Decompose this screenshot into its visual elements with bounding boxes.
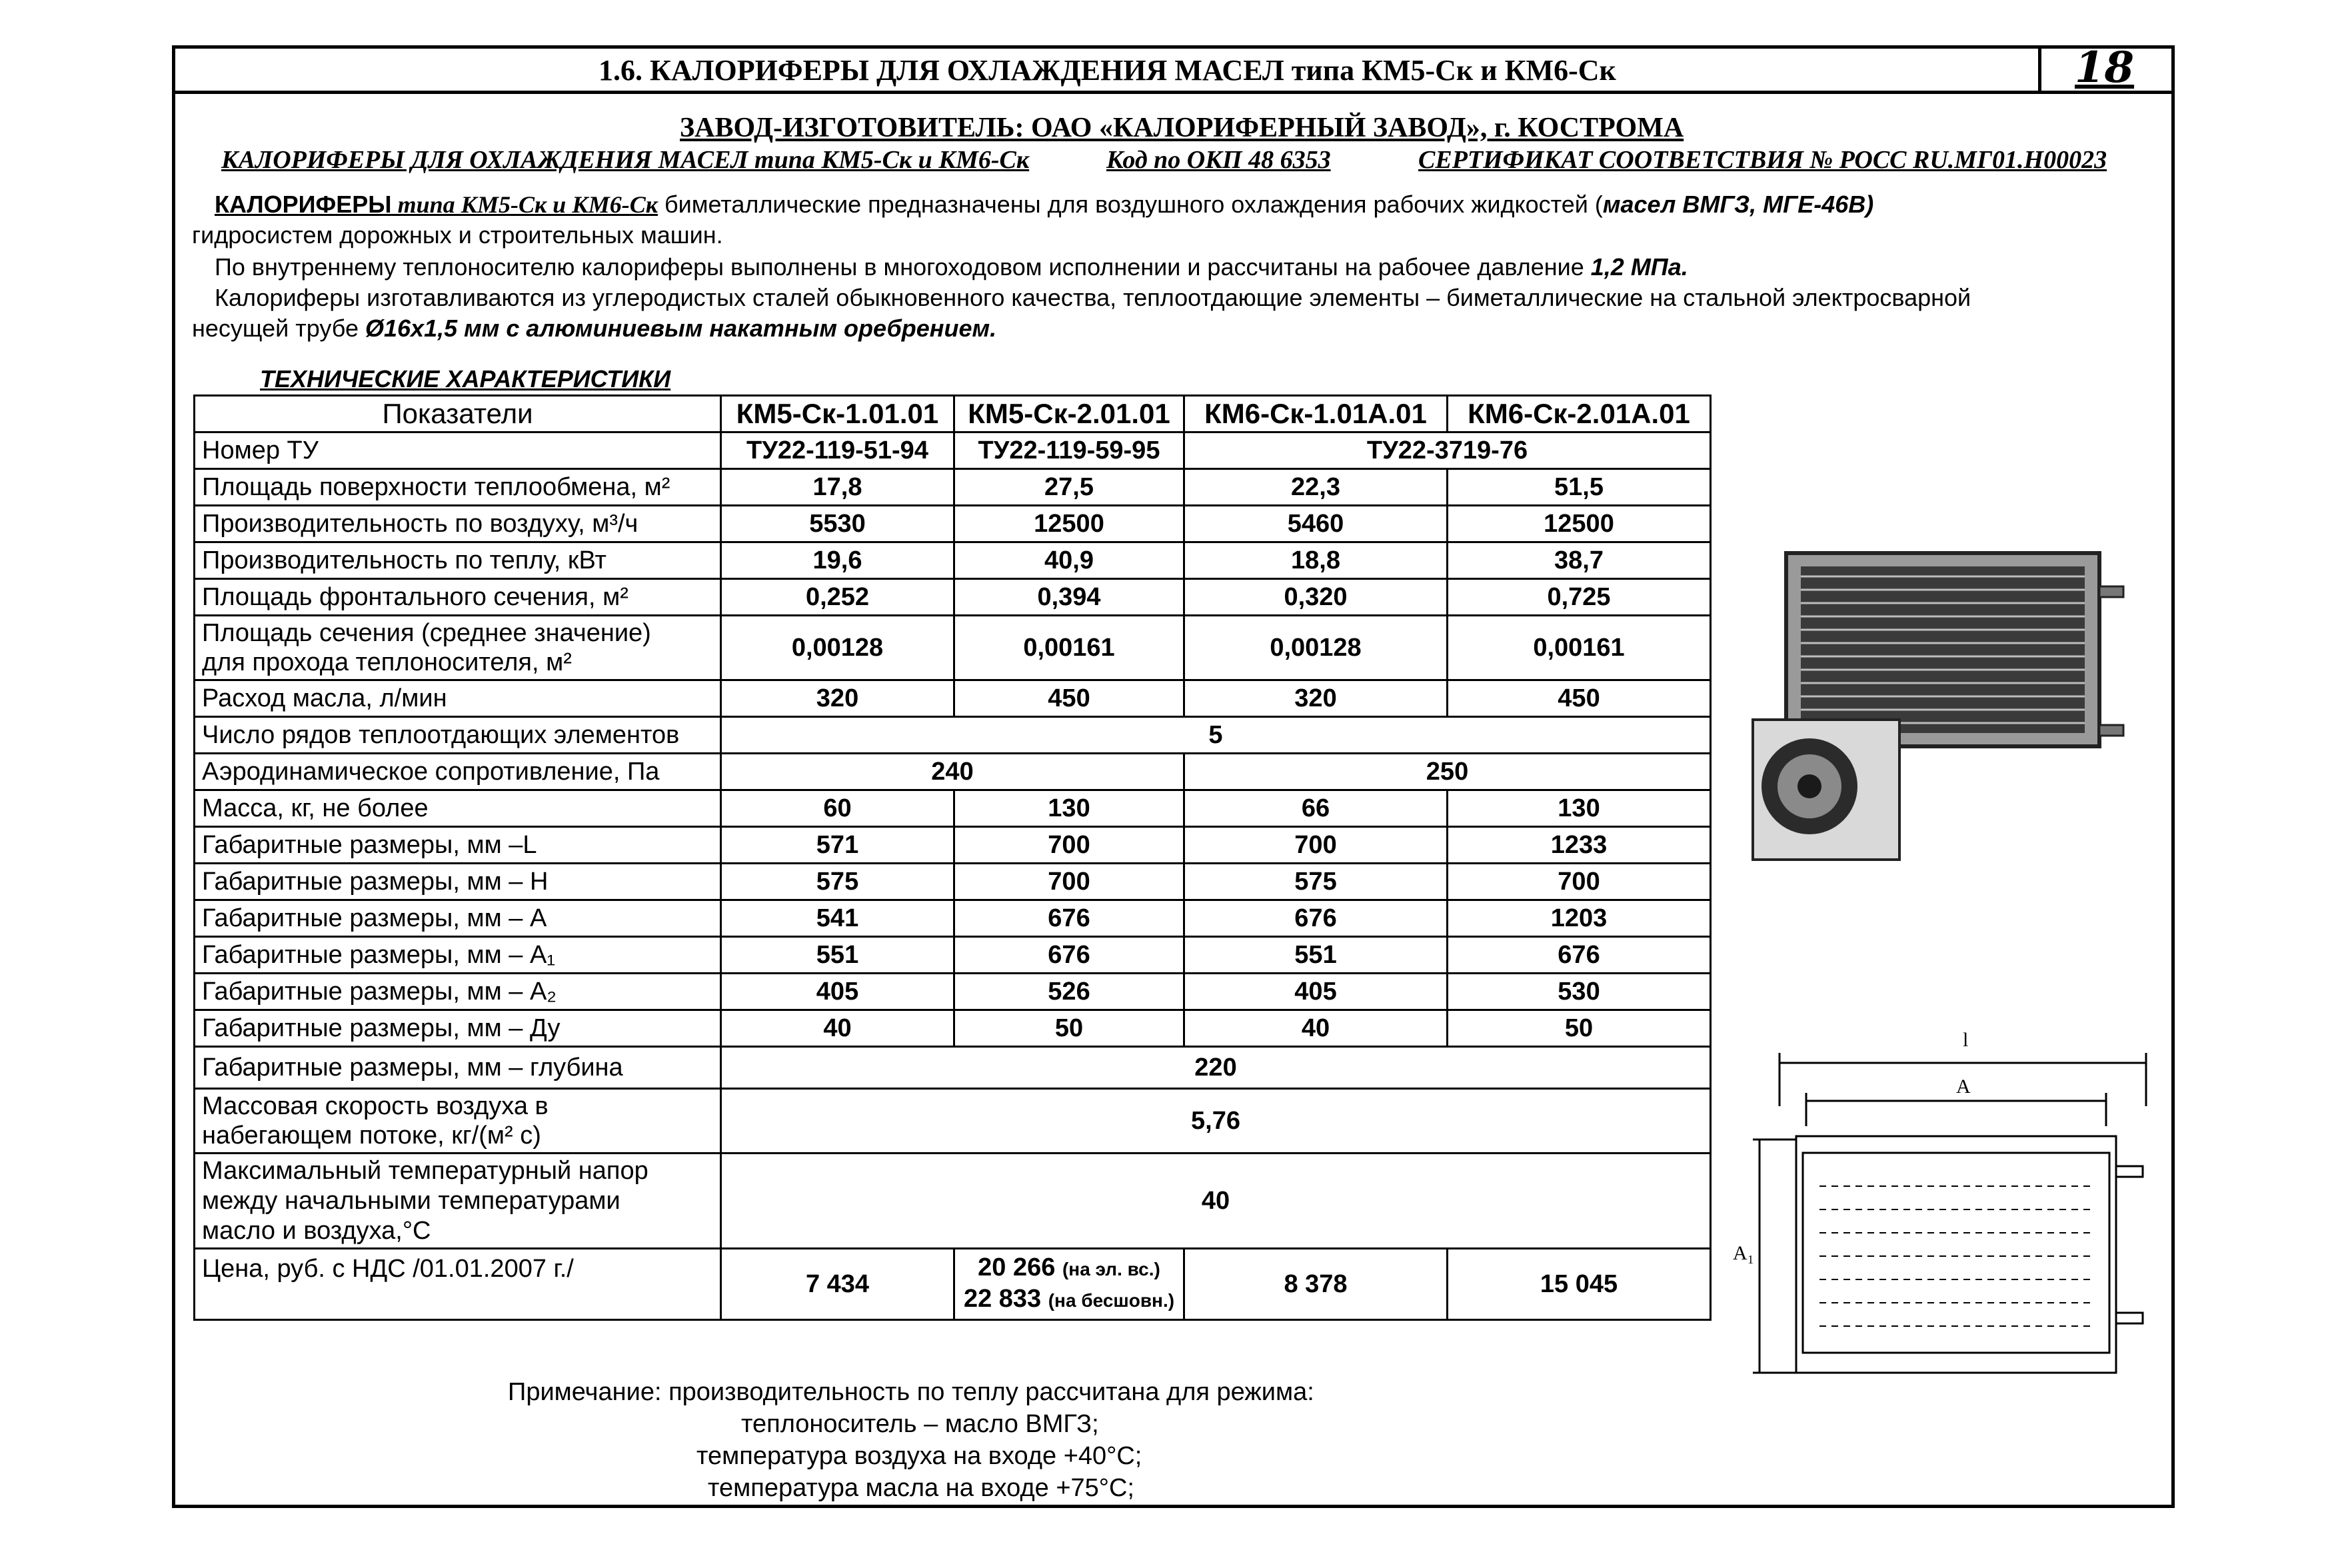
table-row (195, 974, 1711, 1010)
cell-value: 676 (954, 900, 1184, 937)
cell-value: 5,76 (721, 1089, 1711, 1154)
cell-value: 541 (721, 900, 954, 937)
spec-table (193, 394, 1712, 1321)
row-label-line: Площадь сечения (среднее значение) (202, 619, 651, 647)
row-label: Габаритные размеры, мм –L (195, 827, 721, 864)
cell-value: 551 (721, 937, 954, 974)
cell-value: 0,725 (1448, 579, 1711, 616)
table-row (195, 1249, 1711, 1320)
cell-value: 571 (721, 827, 954, 864)
description-line-2: гидросистем дорожных и строительных машин. (192, 221, 723, 249)
tube-text: несущей трубе (192, 315, 365, 342)
row-label (195, 1154, 721, 1249)
cell-value: 676 (1184, 900, 1448, 937)
dim-label-a1: А₁ (1733, 1242, 1755, 1264)
cell-value: 0,00128 (721, 616, 954, 680)
price-variant (962, 1253, 1176, 1284)
row-label: Площадь фронтального сечения, м² (195, 579, 721, 616)
row-label: Номер ТУ (195, 432, 721, 469)
table-row (195, 542, 1711, 579)
description-type: типа КМ5-Ск и КМ6-Ск (391, 191, 658, 218)
page-number-box (2038, 45, 2175, 91)
cell-value: 12500 (1448, 506, 1711, 542)
cell-value: 0,252 (721, 579, 954, 616)
cell-value: 130 (1448, 790, 1711, 827)
cell-value: 130 (954, 790, 1184, 827)
price-value: 22 833 (963, 1285, 1042, 1313)
header-cell: КМ6-Ск-1.01А.01 (1184, 396, 1448, 432)
cell-value: 1203 (1448, 900, 1711, 937)
certificate: СЕРТИФИКАТ СООТВЕТСТВИЯ № РОСС RU.МГ01.Н00023 (1418, 146, 2107, 174)
header-cell: КМ6-Ск-2.01А.01 (1448, 396, 1711, 432)
description-paragraph-3-line-2 (192, 315, 996, 343)
pressure-value: 1,2 МПа. (1590, 253, 1688, 281)
row-label: Производительность по воздуху, м³/ч (195, 506, 721, 542)
cell-value: 320 (721, 680, 954, 717)
row-label-line: набегающем потоке, кг/(м² с) (202, 1122, 541, 1150)
cell-value: 27,5 (954, 469, 1184, 506)
cell-value: 0,00128 (1184, 616, 1448, 680)
table-row (195, 506, 1711, 542)
row-label: Производительность по теплу, кВт (195, 542, 721, 579)
cell-value: 7 434 (721, 1249, 954, 1320)
row-label (195, 1089, 721, 1154)
table-row (195, 864, 1711, 900)
cell-value: 50 (954, 1010, 1184, 1047)
cell-value: 5460 (1184, 506, 1448, 542)
page-number: 18 (2075, 43, 2135, 93)
cell-value: 575 (721, 864, 954, 900)
page-title: 1.6. КАЛОРИФЕРЫ ДЛЯ ОХЛАЖДЕНИЯ МАСЕЛ типа КМ5-Ск и КМ6-Ск (598, 54, 1616, 87)
cell-value: 530 (1448, 974, 1711, 1010)
cell-value: 700 (954, 827, 1184, 864)
price-cell-variants (954, 1249, 1184, 1320)
cell-value: 700 (1184, 827, 1448, 864)
row-label: Габаритные размеры, мм – А₁ (195, 937, 721, 974)
dim-label-l: l (1963, 1029, 1969, 1051)
cell-value: 40 (721, 1010, 954, 1047)
cell-value: 0,00161 (954, 616, 1184, 680)
table-row (195, 790, 1711, 827)
cell-value: 60 (721, 790, 954, 827)
cell-value: 22,3 (1184, 469, 1448, 506)
cell-value: 8 378 (1184, 1249, 1448, 1320)
table-row (195, 616, 1711, 680)
cell-value: 250 (1184, 754, 1711, 790)
cell-value: 5 (721, 717, 1711, 754)
header-cell: КМ5-Ск-1.01.01 (721, 396, 954, 432)
note-line: теплоноситель – масло ВМГЗ; (741, 1410, 1099, 1438)
row-label-line: между начальными температурами (202, 1186, 620, 1215)
cell-value: 450 (1448, 680, 1711, 717)
cell-value: 676 (954, 937, 1184, 974)
cell-value: 40 (721, 1154, 1711, 1249)
okp-code: Код по ОКП 48 6353 (1106, 146, 1331, 174)
cell-value: 0,320 (1184, 579, 1448, 616)
cell-value: 320 (1184, 680, 1448, 717)
description-paragraph-2 (215, 253, 1688, 281)
cell-value: 700 (1448, 864, 1711, 900)
row-label-line: Максимальный температурный напор (202, 1156, 648, 1185)
description-lead: КАЛОРИФЕРЫ (215, 191, 392, 218)
pressure-text: По внутреннему теплоносителю калориферы выполнены в многоходовом исполнении и рассчитаны на рабочее давление (215, 253, 1591, 281)
table-row (195, 937, 1711, 974)
cell-value: 5530 (721, 506, 954, 542)
cell-value: 51,5 (1448, 469, 1711, 506)
row-label: Площадь поверхности теплообмена, м² (195, 469, 721, 506)
cell-value: 18,8 (1184, 542, 1448, 579)
page-header (172, 45, 2175, 94)
price-note: (на бесшовн.) (1048, 1290, 1175, 1311)
cell-value: 450 (954, 680, 1184, 717)
price-note: (на эл. вс.) (1062, 1259, 1160, 1279)
row-label: Расход масла, л/мин (195, 680, 721, 717)
row-label: Габаритные размеры, мм – А₂ (195, 974, 721, 1010)
row-label: Масса, кг, не более (195, 790, 721, 827)
cell-value: 12500 (954, 506, 1184, 542)
table-row (195, 1047, 1711, 1089)
cell-value: 405 (721, 974, 954, 1010)
cell-value: 0,394 (954, 579, 1184, 616)
note-line: Примечание: производительность по теплу рассчитана для режима: (508, 1378, 1314, 1406)
table-row (195, 680, 1711, 717)
cell-value: 17,8 (721, 469, 954, 506)
row-label: Габаритные размеры, мм – Ду (195, 1010, 721, 1047)
row-label: Габаритные размеры, мм – А (195, 900, 721, 937)
tube-spec: Ø16х1,5 мм с алюминиевым накатным оребрением. (365, 315, 997, 342)
table-row (195, 1089, 1711, 1154)
cell-value: 15 045 (1448, 1249, 1711, 1320)
cell-value: 676 (1448, 937, 1711, 974)
row-label-line: для прохода теплоносителя, м² (202, 648, 572, 676)
table-row (195, 754, 1711, 790)
table-row (195, 1010, 1711, 1047)
note-line: температура масла на входе +75°С; (708, 1474, 1134, 1502)
cell-value: 38,7 (1448, 542, 1711, 579)
description-paragraph-3: Калориферы изготавливаются из углеродистых сталей обыкновенного качества, теплоотдающие элементы – биметаллические на стальной электросварной (215, 284, 1971, 311)
cell-value: 40,9 (954, 542, 1184, 579)
price-variant (962, 1284, 1176, 1315)
row-label: Цена, руб. с НДС /01.01.2007 г./ (195, 1249, 721, 1320)
table-row (195, 900, 1711, 937)
table-row (195, 432, 1711, 469)
cell-value: 575 (1184, 864, 1448, 900)
row-label-line: Массовая скорость воздуха в (202, 1092, 549, 1120)
header-cell: Показатели (195, 396, 721, 432)
row-label: Габаритные размеры, мм – глубина (195, 1047, 721, 1089)
cell-value: 220 (721, 1047, 1711, 1089)
cell-value: 40 (1184, 1010, 1448, 1047)
note-line: температура воздуха на входе +40°С; (696, 1442, 1142, 1470)
row-label (195, 616, 721, 680)
cell-value: 405 (1184, 974, 1448, 1010)
table-row (195, 579, 1711, 616)
cell-value: 19,6 (721, 542, 954, 579)
cell-value: 66 (1184, 790, 1448, 827)
cell-value: ТУ22-119-51-94 (721, 432, 954, 469)
row-label-line: масло и воздуха,°С (202, 1216, 431, 1245)
row-label: Габаритные размеры, мм – H (195, 864, 721, 900)
tech-specs-title: ТЕХНИЧЕСКИЕ ХАРАКТЕРИСТИКИ (260, 365, 671, 392)
cell-value: ТУ22-119-59-95 (954, 432, 1184, 469)
cell-value: ТУ22-3719-76 (1184, 432, 1711, 469)
table-row (195, 1154, 1711, 1249)
description-oils: масел ВМГЗ, МГЕ-46В) (1602, 191, 1874, 218)
manufacturer-heading: ЗАВОД-ИЗГОТОВИТЕЛЬ: ОАО «КАЛОРИФЕРНЫЙ ЗАВОД», г. КОСТРОМА (680, 113, 1684, 143)
cell-value: 526 (954, 974, 1184, 1010)
row-label: Число рядов теплоотдающих элементов (195, 717, 721, 754)
price-value: 20 266 (978, 1253, 1056, 1281)
cell-value: 1233 (1448, 827, 1711, 864)
cell-value: 0,00161 (1448, 616, 1711, 680)
dimension-drawing (1733, 1026, 2159, 1399)
heater-photo (1746, 546, 2133, 866)
table-row (195, 469, 1711, 506)
cell-value: 551 (1184, 937, 1448, 974)
header-cell: КМ5-Ск-2.01.01 (954, 396, 1184, 432)
description-paragraph-1 (215, 191, 1873, 219)
cell-value: 240 (721, 754, 1184, 790)
table-row (195, 717, 1711, 754)
cell-value: 50 (1448, 1010, 1711, 1047)
description-text: биметаллические предназначены для воздушного охлаждения рабочих жидкостей ( (657, 191, 1603, 218)
table-row (195, 827, 1711, 864)
table-header-row (195, 396, 1711, 432)
row-label: Аэродинамическое сопротивление, Па (195, 754, 721, 790)
cell-value: 700 (954, 864, 1184, 900)
product-subtitle: КАЛОРИФЕРЫ ДЛЯ ОХЛАЖДЕНИЯ МАСЕЛ типа КМ5-Ск и КМ6-Ск (221, 146, 1030, 174)
dim-label-a: А (1956, 1076, 1971, 1098)
